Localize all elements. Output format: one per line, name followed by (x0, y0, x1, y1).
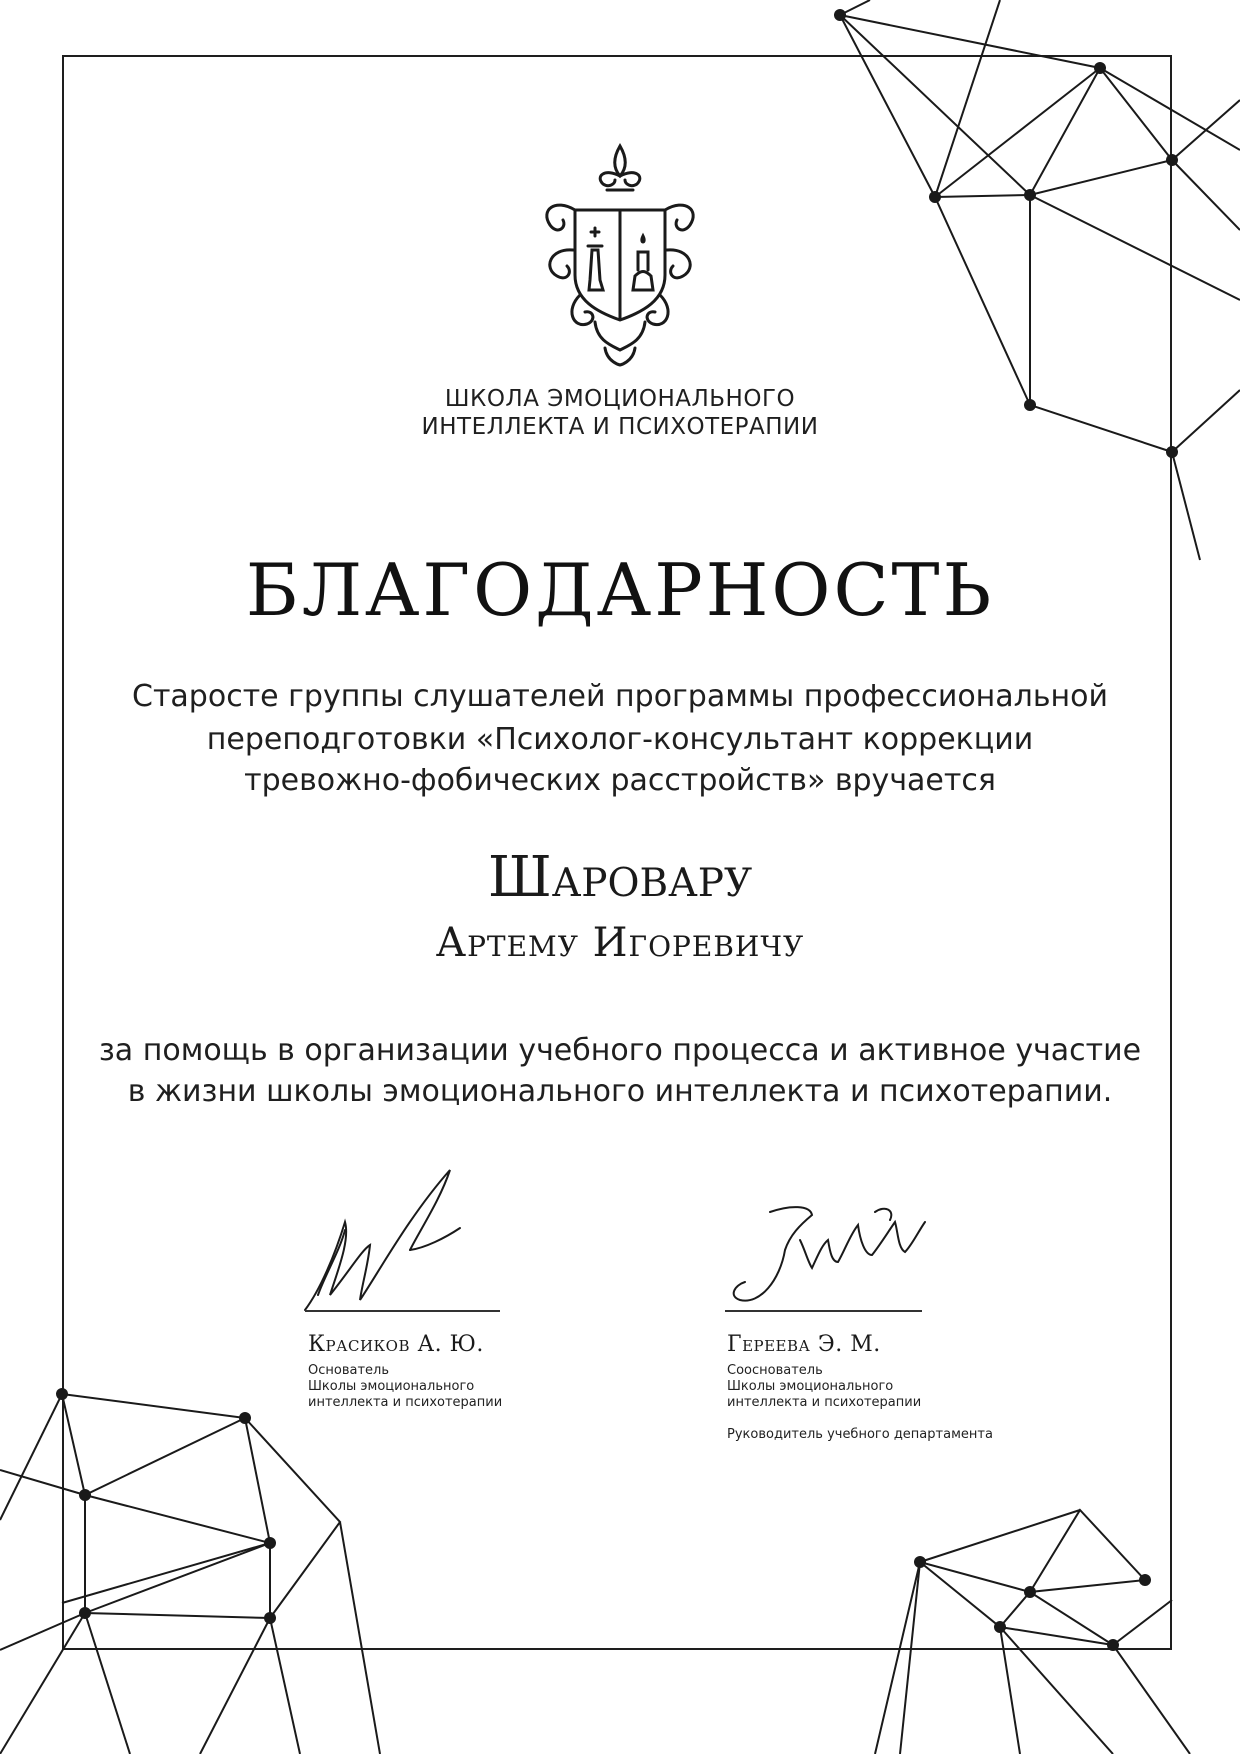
signer-1-role-line-1: Основатель (308, 1363, 390, 1378)
signer-2-department: Руководитель учебного департамента (727, 1427, 993, 1442)
signature-line-1 (305, 1310, 500, 1312)
signature-line-2 (725, 1310, 922, 1312)
signer-block-1 (308, 1332, 588, 1411)
signer-block-2 (727, 1332, 1007, 1443)
intro-line-1: Старосте группы слушателей программы профессиональной (132, 679, 1108, 714)
reason-line-1: за помощь в организации учебного процесса и активное участие (98, 1033, 1142, 1068)
signer-2-role-line-3: интеллекта и психотерапии (727, 1395, 922, 1410)
recipient-surname: Шаровару (487, 845, 753, 910)
signer-1-name: Красиков А. Ю. (308, 1332, 484, 1357)
recipient-given-name: Артему Игоревичу (435, 920, 805, 966)
signer-2-role-line-1: Сооснователь (727, 1363, 823, 1378)
school-name-line-1: ШКОЛА ЭМОЦИОНАЛЬНОГО (444, 386, 796, 412)
intro-line-2: переподготовки «Психолог-консультант коррекции (206, 722, 1034, 757)
signer-1-role-line-3: интеллекта и психотерапии (308, 1395, 503, 1410)
signer-2-name: Гереева Э. М. (727, 1332, 881, 1357)
intro-line-3: тревожно-фобических расстройств» вручается (244, 763, 996, 798)
school-name-line-2: ИНТЕЛЛЕКТА И ПСИХОТЕРАПИИ (421, 414, 819, 440)
signer-2-role-line-2: Школы эмоционального (727, 1379, 894, 1394)
certificate-title: БЛАГОДАРНОСТЬ (245, 548, 995, 632)
reason-line-2: в жизни школы эмоционального интеллекта и психотерапии. (127, 1074, 1113, 1109)
signer-1-role-line-2: Школы эмоционального (308, 1379, 475, 1394)
